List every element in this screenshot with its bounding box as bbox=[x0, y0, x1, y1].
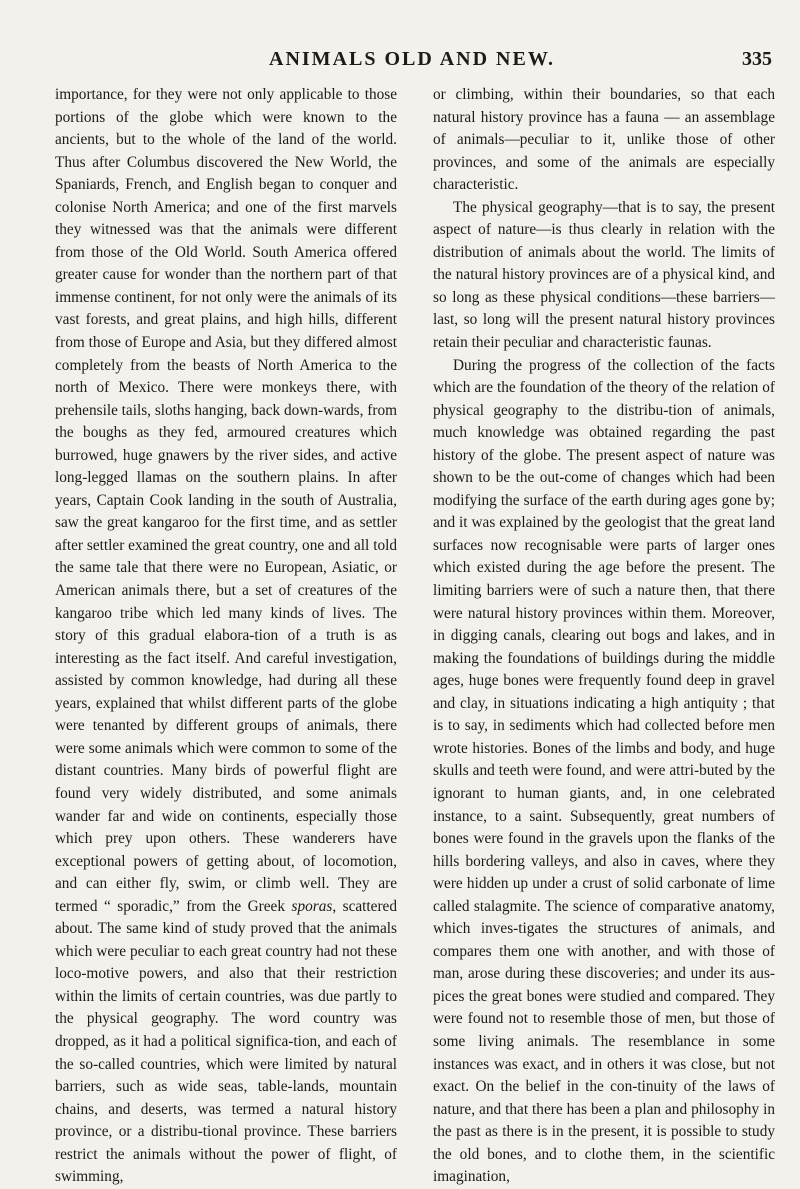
page-header bbox=[52, 42, 772, 78]
left-column bbox=[55, 84, 397, 1189]
right-paragraph-3: During the progress of the collection of the facts which are the foundation of the theory of the relation of physical geography to the distribu-tion of animals, much knowledge was obtained regarding the past history of the globe. The present aspect of nature was shown to be the out-come of changes which had been modifying the surface of the earth during ages gone by; and it was explained by the geologist that the great land surfaces now recognisable were parts of larger ones which existed during the age before the present. The limiting barriers were of such a nature then, that there were natural history provinces within them. Moreover, in digging canals, clearing out bogs and lakes, and in making the foundations of buildings during the middle ages, huge bones were frequently found deep in gravel and clay, in situations indicating a high antiquity ; that is to say, in sediments which had collected before men wrote histories. Bones of the limbs and body, and huge skulls and teeth were found, and were attri-buted by the ignorant to human giants, and, in one celebrated instance, to a saint. Subsequently, great numbers of bones were found in the gravels upon the flanks of the hills bordering valleys, and also in caves, where they were hidden up under a crust of solid carbonate of lime called stalagmite. The science of comparative anatomy, which inves-tigates the structures of animals, and compares them one with another, and with those of man, arose during these discoveries; and under its aus-pices the great bones were studied and compared. They were found not to resemble those of men, but those of some living animals. The resemblance in some instances was exact, and in others it was close, but not exact. On the belief in the con-tinuity of the laws of nature, and that there has been a plan and philosophy in the past as there is in the present, it is possible to study the old bones, and to clothe them, in the scientific imagination, bbox=[433, 356, 775, 1186]
text-columns bbox=[55, 84, 775, 1186]
greek-term: sporas bbox=[291, 897, 333, 915]
running-title: ANIMALS OLD AND NEW. bbox=[269, 48, 555, 70]
right-paragraph-2: The physical geography—that is to say, the present aspect of nature—is thus clearly in relation with the distribution of animals about the world. The limits of the natural history provinces are of a physical kind, and so long as these physical conditions—these barriers—last, so long will the present natural history provinces retain their peculiar and characteristic faunas. bbox=[433, 198, 775, 352]
page-number: 335 bbox=[742, 48, 772, 70]
left-paragraph-1: importance, for they were not only applicable to those portions of the globe which were known to the ancients, but to the whole of the land of the world. Thus after Columbus discovered the New World, the Spaniards, French, and English began to conquer and colonise North America; and one of the first marvels they witnessed was that the animals were different from those of the Old World. South America offered greater cause for wonder than the northern part of that immense continent, for not only were the animals of its vast forests, and great plains, and high hills, different from those of Europe and Asia, but they differed almost completely from the beasts of North America to the north of Mexico. There were monkeys there, with prehensile tails, sloths hanging, back down-wards, from the boughs as they fed, armoured creatures which burrowed, huge gnawers by the river sides, and active long-legged llamas on the southern plains. In after years, Captain Cook landing in the south of Australia, saw the great kangaroo for the first time, and as settler after settler examined the great country, one and all told the same tale that there were no European, Asiatic, or American animals there, but a set of creatures of the kangaroo tribe which led many kinds of lives. The story of this gradual elabora-tion of a truth is as interesting as the fact itself. And careful investigation, assisted by common knowledge, had during all these years, explained that whilst different parts of the globe were tenanted by different groups of animals, there were some animals which were common to some of the distant countries. Many birds of powerful flight are found very widely distributed, and some animals wander far and wide on continents, especially those which prey upon others. These wanderers have exceptional powers of getting about, of locomotion, and can either fly, swim, or climb well. They are termed “ sporadic,” from the Greek sporas, scattered about. The same kind of study proved that the animals which were peculiar to each great country had not these loco-motive powers, and also that their restriction within the limits of certain countries, was due partly to the physical geography. The word country was dropped, as it had a political significa-tion, and each of the so-called countries, which were limited by natural barriers, such as wide seas, table-lands, mountain chains, and deserts, was termed a natural history province, or a distribu-tional province. These barriers restrict the animals without the power of flight, of swimming, bbox=[55, 86, 397, 1186]
right-paragraph-1: or climbing, within their boundaries, so that each natural history province has a fauna — an assemblage of animals—peculiar to it, unlike those of other provinces, and some of the animals are especially characteristic. bbox=[433, 86, 775, 194]
right-column bbox=[433, 84, 775, 1189]
